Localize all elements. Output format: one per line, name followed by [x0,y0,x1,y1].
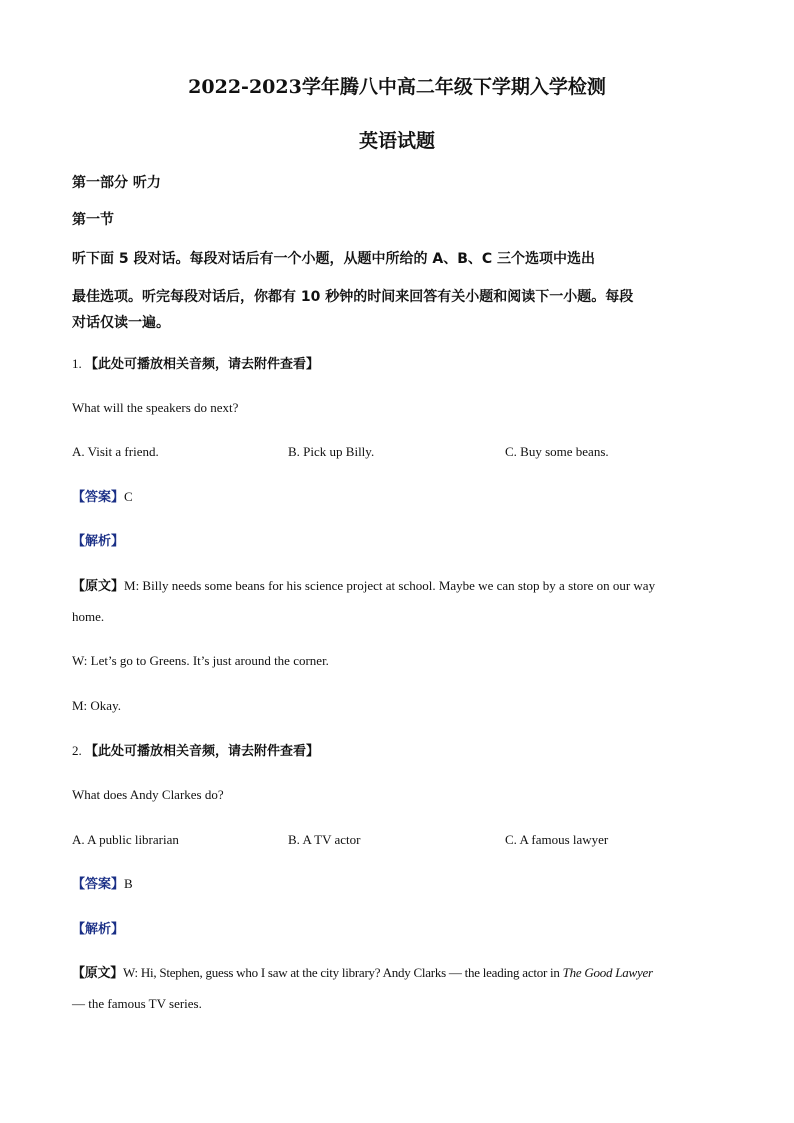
tv-series-title: The Good Lawyer [562,965,653,980]
question-1-analysis [72,532,124,551]
question-2-transcript-line-1 [72,964,653,983]
question-2-header [72,742,319,761]
instructions-line-3: 对话仅读一遍。 [72,315,170,331]
question-1-option-c: C. Buy some beans. [505,444,609,459]
question-2-option-b: B. A TV actor [288,832,361,847]
question-1-option-a: A. Visit a friend. [72,444,159,459]
audio-placeholder-link[interactable]: 【此处可播放相关音频，请去附件查看】 [85,744,320,759]
question-1-text: What will the speakers do next? [72,400,239,415]
answer-label: 【答案】 [72,490,125,505]
question-number: 1. [72,356,82,371]
transcript-text: W: Hi, Stephen, guess who I saw at the city library? Andy Clarks — the leading actor in [123,965,563,980]
section-heading: 第一节 [72,212,114,228]
document-subtitle: 英语试题 [358,130,435,152]
question-2-option-a: A. A public librarian [72,832,179,847]
question-number: 2. [72,743,82,758]
transcript-label: 【原文】 [72,579,125,594]
question-1-header [72,355,319,374]
question-1-answer [72,488,133,507]
question-2-transcript-line-2: — the famous TV series. [72,996,202,1011]
transcript-label: 【原文】 [72,966,124,981]
instructions-line-1: 听下面 5 段对话。每段对话后有一个小题，从题中所给的 A、B、C 三个选项中选出 [72,251,596,267]
question-1-transcript-line-2: home. [72,609,105,624]
question-2-option-c: C. A famous lawyer [505,832,609,847]
question-2-text: What does Andy Clarkes do? [72,787,224,802]
question-2-analysis [72,920,124,939]
answer-label: 【答案】 [72,877,125,892]
analysis-label: 【解析】 [72,922,125,937]
transcript-text: M: Billy needs some beans for his science project at school. Maybe we can stop by a store on our way [124,578,656,593]
audio-placeholder-link[interactable]: 【此处可播放相关音频，请去附件查看】 [85,357,320,372]
part-heading: 第一部分 听力 [72,175,161,191]
question-1-transcript-line-1 [72,577,655,596]
question-1-transcript-line-3: W: Let’s go to Greens. It’s just around the corner. [72,653,329,668]
question-2-answer [72,875,133,894]
question-1-option-b: B. Pick up Billy. [288,444,375,459]
instructions-line-2: 最佳选项。听完每段对话后，你都有 10 秒钟的时间来回答有关小题和阅读下一小题。每段 [72,289,634,305]
document-title: 2022-2023学年腾八中高二年级下学期入学检测 [188,76,606,98]
answer-value: B [124,876,133,891]
analysis-label: 【解析】 [72,534,125,549]
question-1-transcript-line-4: M: Okay. [72,698,121,713]
answer-value: C [124,489,133,504]
